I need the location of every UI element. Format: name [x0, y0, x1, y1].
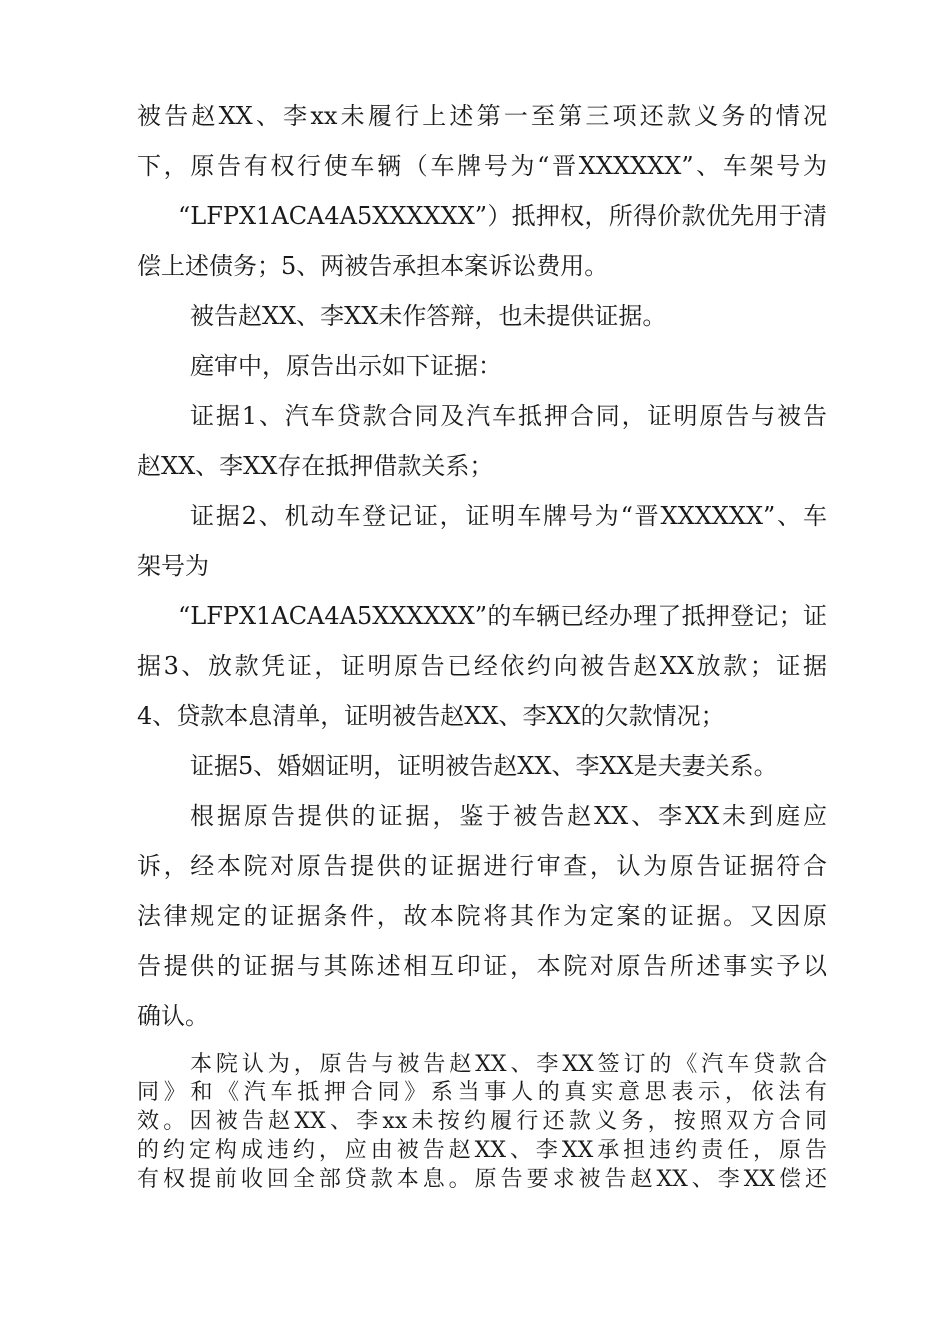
text-line: 本院认为，原告与被告赵XX、李XX签订的《汽车贷款合 [190, 1052, 827, 1077]
text-line: 偿上述债务；5、两被告承担本案诉讼费用。 [137, 252, 609, 280]
text-line: 根据原告提供的证据，鉴于被告赵XX、李XX未到庭应 [190, 802, 827, 830]
text-line: 法律规定的证据条件，故本院将其作为定案的证据。又因原 [137, 902, 827, 930]
text-line: 架号为 [137, 552, 209, 580]
text-line: 确认。 [137, 1002, 209, 1030]
text-line: 效。因被告赵XX、李xx未按约履行还款义务，按照双方合同 [137, 1109, 827, 1134]
text-line: 的约定构成违约，应由被告赵XX、李XX承担违约责任，原告 [137, 1138, 827, 1163]
text-line: 被告赵XX、李xx未履行上述第一至第三项还款义务的情况 [137, 102, 827, 130]
text-line: 被告赵XX、李XX未作答辩，也未提供证据。 [190, 302, 667, 330]
text-line: “LFPX1ACA4A5XXXXXX”的车辆已经办理了抵押登记；证 [178, 602, 827, 630]
text-line: 赵XX、李XX存在抵押借款关系； [137, 452, 494, 480]
text-line: 据3、放款凭证，证明原告已经依约向被告赵XX放款；证据 [137, 652, 827, 680]
text-line: 庭审中，原告出示如下证据： [190, 352, 502, 380]
text-line: 告提供的证据与其陈述相互印证，本院对原告所述事实予以 [137, 952, 827, 980]
text-line: 诉，经本院对原告提供的证据进行审查，认为原告证据符合 [137, 852, 827, 880]
text-line: “LFPX1ACA4A5XXXXXX”）抵押权，所得价款优先用于清 [178, 202, 827, 230]
text-line: 4、贷款本息清单，证明被告赵XX、李XX的欠款情况； [137, 702, 725, 730]
text-line: 证据2、机动车登记证，证明车牌号为“晋XXXXXX”、车 [190, 502, 827, 530]
text-line: 下，原告有权行使车辆（车牌号为“晋XXXXXX”、车架号为 [137, 152, 827, 180]
text-line: 同》和《汽车抵押合同》系当事人的真实意思表示，依法有 [137, 1080, 827, 1105]
text-line: 证据1、汽车贷款合同及汽车抵押合同，证明原告与被告 [190, 402, 827, 430]
text-line: 证据5、婚姻证明，证明被告赵XX、李XX是夫妻关系。 [190, 752, 778, 780]
text-line: 有权提前收回全部贷款本息。原告要求被告赵XX、李XX偿还 [137, 1167, 827, 1192]
